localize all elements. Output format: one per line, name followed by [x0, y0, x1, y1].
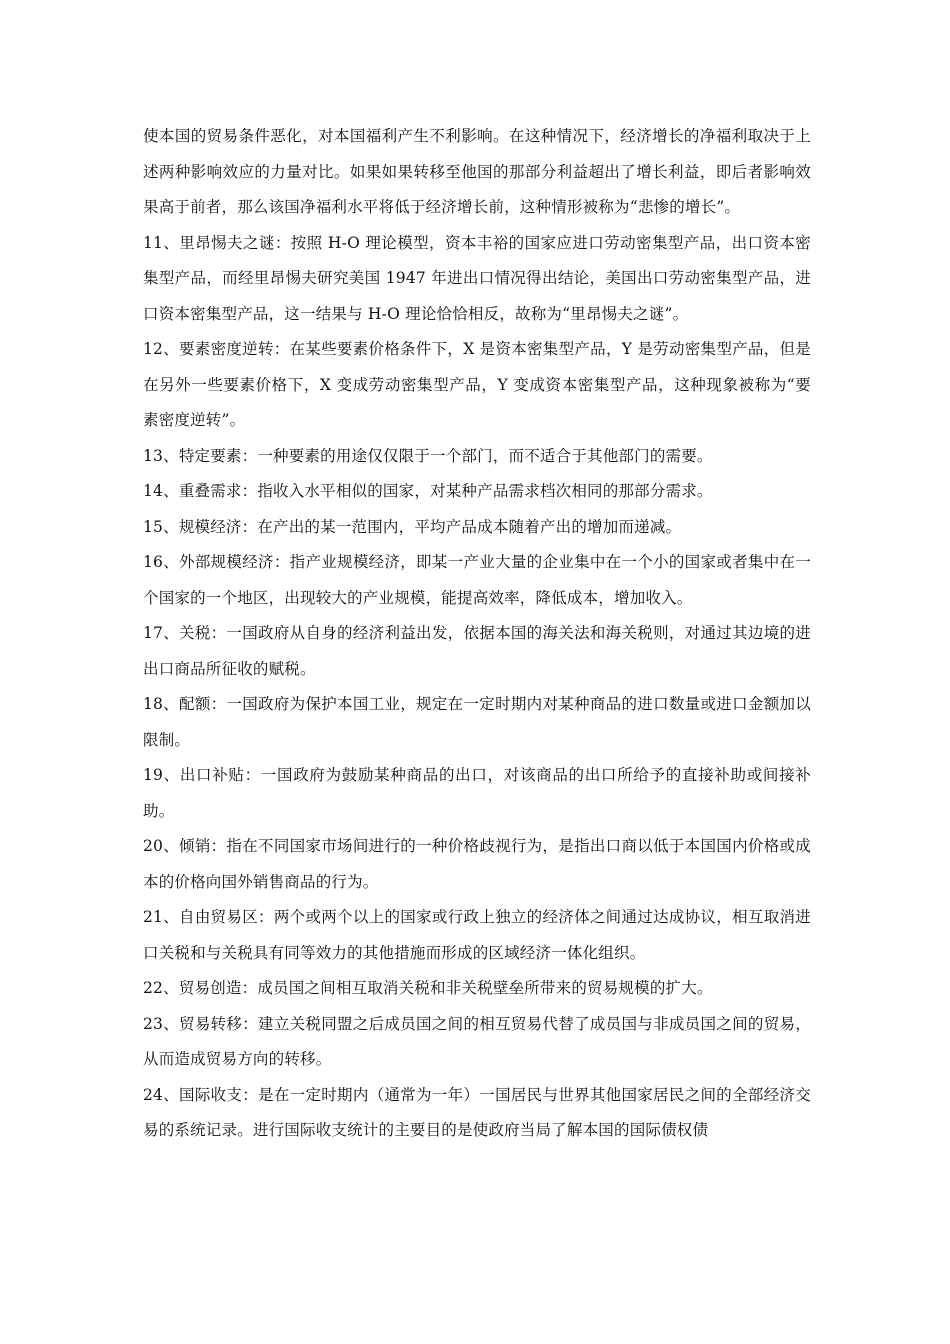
paragraph-item-20: 20、倾销：指在不同国家市场间进行的一种价格歧视行为，是指出口商以低于本国国内价格或成本的价格向国外销售商品的行为。	[143, 837, 811, 891]
paragraph-item-18: 18、配额：一国政府为保护本国工业，规定在一定时期内对某种商品的进口数量或进口金额加以限制。	[143, 695, 811, 749]
paragraph-item-22: 22、贸易创造：成员国之间相互取消关税和非关税壁垒所带来的贸易规模的扩大。	[143, 979, 713, 997]
paragraph-item-17: 17、关税：一国政府从自身的经济利益出发，依据本国的海关法和海关税则，对通过其边境的进出口商品所征收的赋税。	[143, 624, 811, 678]
paragraph-item-24: 24、国际收支：是在一定时期内（通常为一年）一国居民与世界其他国家居民之间的全部经济交易的系统记录。进行国际收支统计的主要目的是使政府当局了解本国的国际债权债	[143, 1085, 811, 1139]
paragraph-item-13: 13、特定要素：一种要素的用途仅仅限于一个部门，而不适合于其他部门的需要。	[143, 446, 713, 465]
paragraph-item-23: 23、贸易转移：建立关税同盟之后成员国之间的相互贸易代替了成员国与非成员国之间的贸易，从而造成贸易方向的转移。	[143, 1014, 811, 1068]
paragraph-item-21: 21、自由贸易区：两个或两个以上的国家或行政上独立的经济体之间通过达成协议，相互取消进口关税和与关税具有同等效力的其他措施而形成的区域经济一体化组织。	[143, 908, 811, 962]
paragraph-item-15: 15、规模经济：在产出的某一范围内，平均产品成本随着产出的增加而递减。	[143, 517, 682, 536]
paragraph-item-14: 14、重叠需求：指收入水平相似的国家，对某种产品需求档次相同的那部分需求。	[143, 482, 713, 500]
paragraph-item-11: 11、里昂惕夫之谜：按照 H-O 理论模型，资本丰裕的国家应进口劳动密集型产品，出口资本密集型产品，而经里昂惕夫研究美国 1947 年进出口情况得出结论，美国出口劳动密集型产品，进口资本密集型产品，这一结果与 H-O 理论恰恰相反，故称为“里昂惕夫之谜”。	[143, 233, 811, 323]
paragraph-item-19: 19、出口补贴：一国政府为鼓励某种商品的出口，对该商品的出口所给予的直接补助或间接补助。	[143, 766, 811, 820]
paragraph-item-16: 16、外部规模经济：指产业规模经济，即某一产业大量的企业集中在一个小的国家或者集中在一个国家的一个地区，出现较大的产业规模，能提高效率，降低成本，增加收入。	[143, 553, 811, 607]
paragraph-continuation: 使本国的贸易条件恶化，对本国福利产生不利影响。在这种情况下，经济增长的净福利取决于上述两种影响效应的力量对比。如果如果转移至他国的那部分利益超出了增长利益，即后者影响效果高于前者，那么该国净福利水平将低于经济增长前，这种情形被称为“悲惨的增长”。	[143, 127, 811, 216]
paragraph-item-12: 12、要素密度逆转：在某些要素价格条件下，X 是资本密集型产品，Y 是劳动密集型产品，但是在另外一些要素价格下，X 变成劳动密集型产品，Y 变成资本密集型产品，这种现象被称为“要素密度逆转”。	[143, 340, 811, 429]
document-body	[143, 119, 811, 1149]
